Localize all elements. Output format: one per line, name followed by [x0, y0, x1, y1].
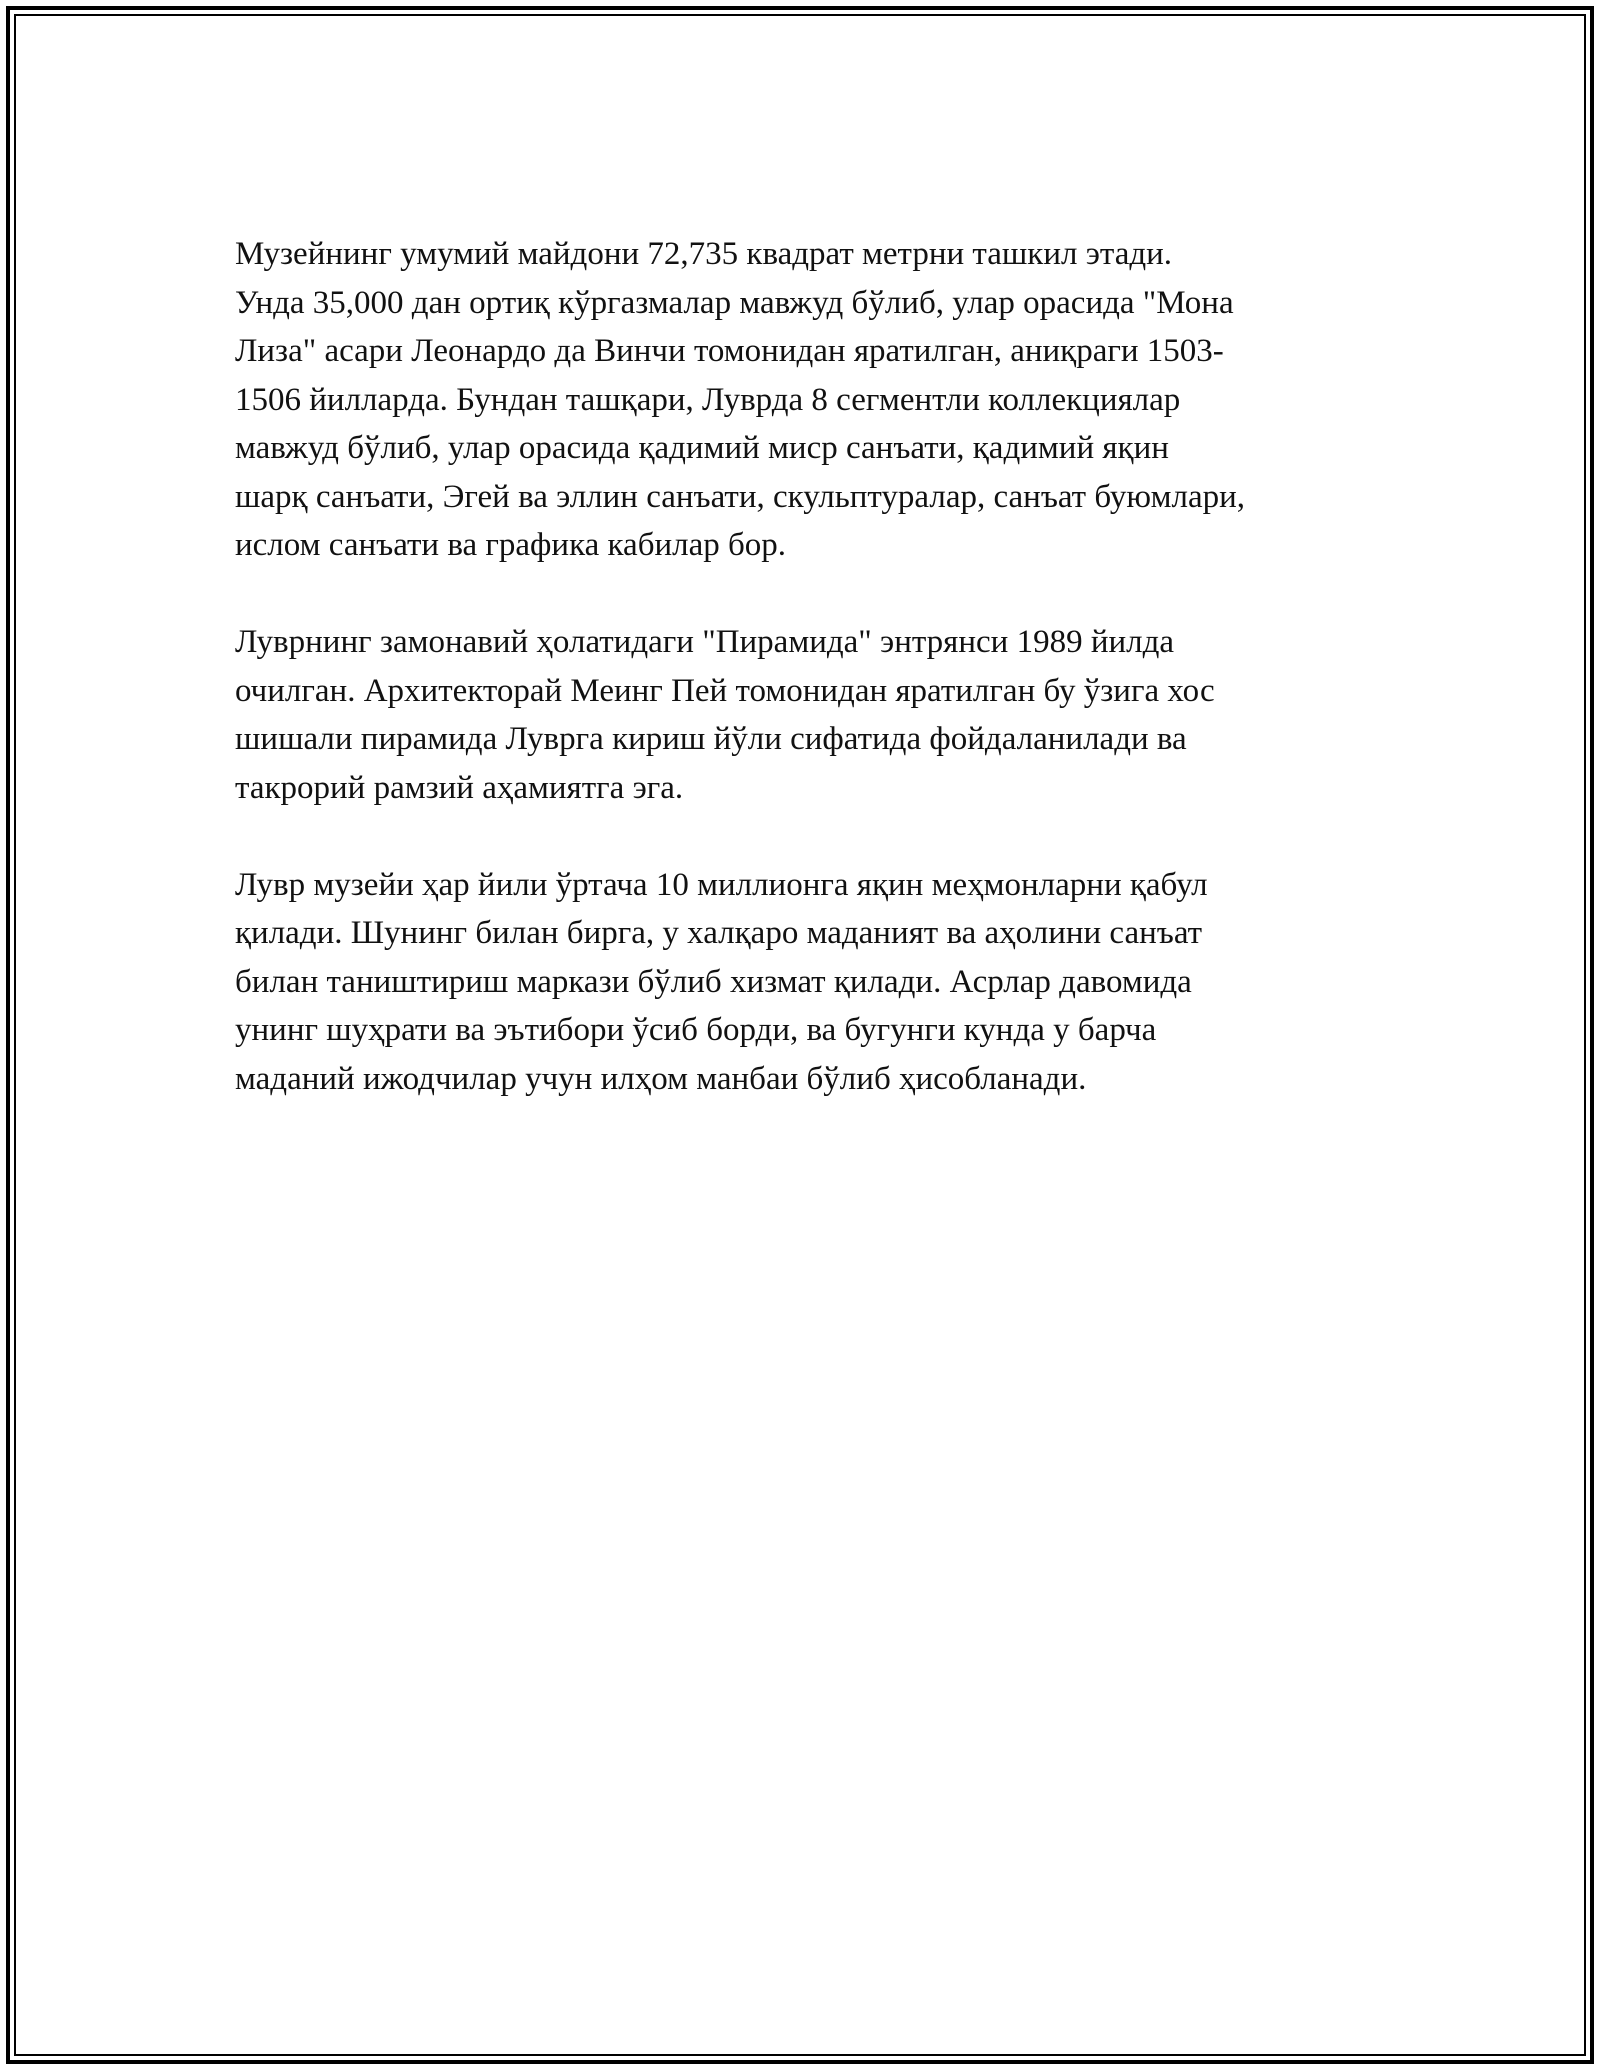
- text-line: ислом санъати ва графика кабилар бор.: [235, 527, 787, 563]
- text-line: унинг шуҳрати ва эътибори ўсиб борди, ва бугунги кунда у барча: [235, 1012, 1157, 1048]
- document-body: [235, 230, 1375, 1152]
- text-line: Лувр музейи ҳар йили ўртача 10 миллионга яқин меҳмонларни қабул: [235, 866, 1208, 903]
- text-line: шишали пирамида Луврга кириш йўли сифатида фойдаланилади ва: [235, 721, 1187, 757]
- text-line: Музейнинг умумий майдони 72,735 квадрат метрни ташкил этади.: [235, 236, 1173, 272]
- text-line: 1506 йилларда. Бундан ташқари, Луврда 8 сегментли коллекциялар: [235, 381, 1181, 418]
- text-line: билан таништириш маркази бўлиб хизмат қилади. Асрлар давомида: [235, 963, 1192, 1000]
- paragraph-visitors: [235, 861, 1375, 1104]
- text-line: қилади. Шунинг билан бирга, у халқаро маданият ва аҳолини санъат: [235, 915, 1203, 951]
- text-line: Луврнинг замонавий ҳолатидаги "Пирамида" энтрянси 1989 йилда: [235, 624, 1175, 660]
- text-line: такрорий рамзий аҳамиятга эга.: [235, 769, 684, 806]
- text-line: мавжуд бўлиб, улар орасида қадимий миср санъати, қадимий яқин: [235, 430, 1169, 466]
- paragraph-pyramid: [235, 618, 1375, 812]
- text-line: Унда 35,000 дан ортиқ кўргазмалар мавжуд бўлиб, улар орасида "Мона: [235, 284, 1234, 321]
- text-line: шарқ санъати, Эгей ва эллин санъати, скульптуралар, санъат буюмлари,: [235, 478, 1246, 515]
- text-line: Лиза" асари Леонардо да Винчи томонидан яратилган, аниқраги 1503-: [235, 333, 1224, 369]
- text-line: очилган. Архитекторай Меинг Пей томонидан яратилган бу ўзига хос: [235, 672, 1215, 709]
- paragraph-museum-area: [235, 230, 1375, 570]
- text-line: маданий ижодчилар учун илҳом манбаи бўлиб ҳисобланади.: [235, 1060, 1087, 1097]
